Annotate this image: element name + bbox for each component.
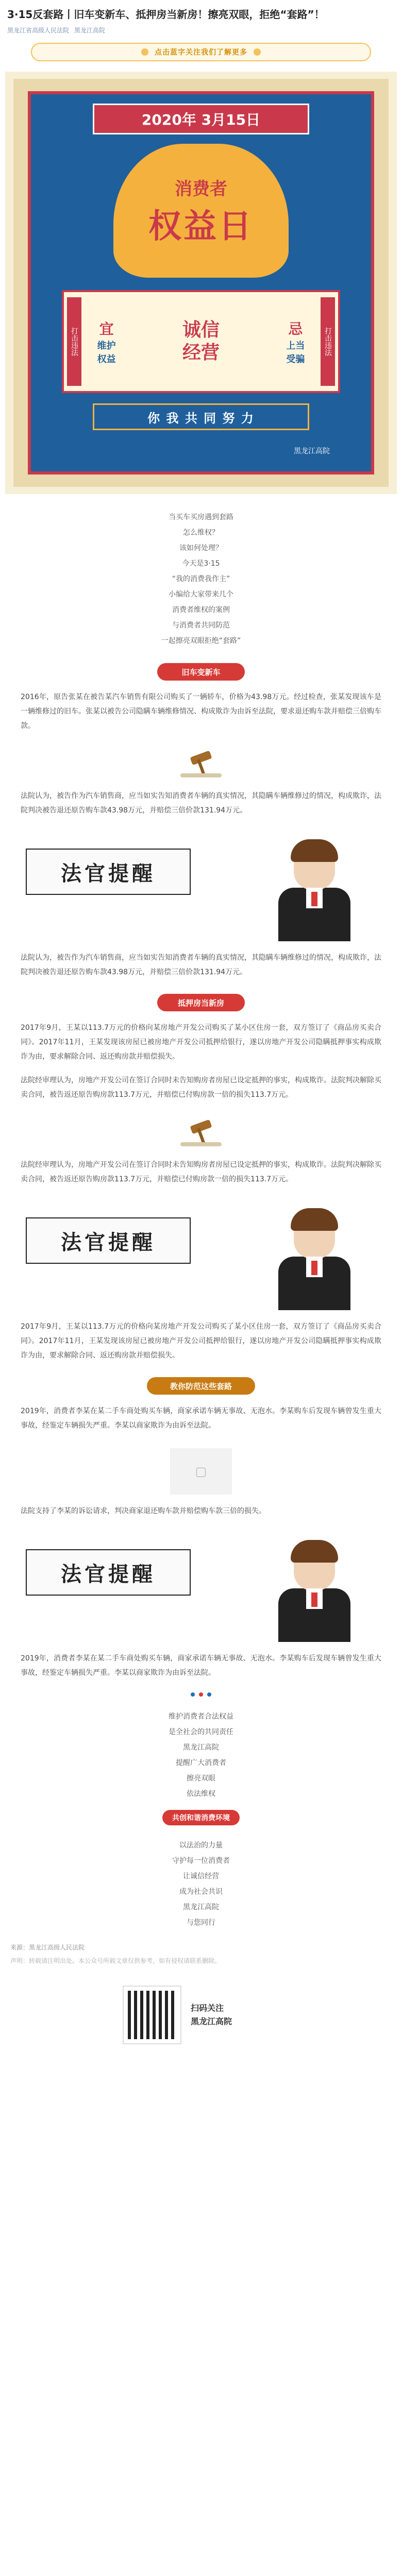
- poem-line: 小编给大家带来几个: [169, 590, 233, 599]
- poster-left-col: [97, 318, 116, 365]
- poster-frame: [13, 79, 389, 487]
- poem-line: 消费者维权的案例: [172, 606, 230, 614]
- section-1-para-1: 2016年，原告张某在被告某汽车销售有限公司购买了一辆轿车，价格为43.98万元。经过检查，张某发现该车是一辆维修过的旧车。张某以被告公司隐瞒车辆维修情况、构成欺诈为由诉至法院，要求退还购车款并赔偿三倍购车款。: [21, 693, 381, 730]
- closing-poem: [0, 1838, 402, 1930]
- dot-icon: [141, 48, 148, 56]
- source-link[interactable]: 黑龙江高院: [74, 27, 105, 34]
- judge-illustration-icon: [268, 1207, 361, 1310]
- poem-line: 一起擦亮双眼拒绝“套路”: [161, 637, 241, 645]
- reminder-2-text: 2017年9月，王某以113.7万元的价格向某房地产开发公司购买了某小区住房一套，双方签订了《商品房买卖合同》。2017年11月，王某发现该房屋已被房地产开发公司抵押给银行，遂以房地产开发公司隐瞒抵押事实构成欺诈为由，要求解除合同、返还购房款并赔偿损失。: [21, 1323, 381, 1360]
- dot-icon: [191, 1692, 195, 1697]
- poem-line: 成为社会共识: [179, 1888, 223, 1896]
- poem-line: 黑龙江高院: [183, 1903, 219, 1911]
- dot-icon: [199, 1692, 203, 1697]
- poem-line: 与消费者共同防范: [172, 621, 230, 630]
- gavel-icon: [170, 749, 232, 779]
- poster-right-small: 上当 受骗: [286, 341, 305, 365]
- section-heading-2: 抵押房当新房: [157, 994, 245, 1011]
- judge-reminder-3: [26, 1539, 376, 1642]
- image-placeholder-icon: ▢: [170, 1448, 232, 1495]
- poem-line: 今天是3·15: [182, 560, 220, 568]
- poster-left-small: 维护 权益: [97, 341, 116, 365]
- author-link[interactable]: 黑龙江省高级人民法院: [7, 27, 70, 34]
- intro-poem: [0, 510, 402, 649]
- qr-text-1: 扫码关注: [191, 2003, 224, 2013]
- reminder-plate: 法官提醒: [26, 1217, 191, 1264]
- section-3-para-1: 2019年，消费者李某在某二手车商处购买车辆，商家承诺车辆无事故、无泡水。李某购车后发现车辆曾发生重大事故，经鉴定车辆损失严重。李某以商家欺诈为由诉至法院。: [21, 1407, 381, 1430]
- section-2-para-1: 2017年9月，王某以113.7万元的价格向某房地产开发公司购买了某小区住房一套，双方签订了《商品房买卖合同》。2017年11月，王某发现该房屋已被房地产开发公司抵押给银行，遂以房地产开发公司隐瞒抵押事实构成欺诈为由，要求解除合同、返还购房款并赔偿损失。: [21, 1024, 381, 1061]
- poem-line: 依法维权: [187, 1790, 215, 1798]
- poem-line: 维护消费者合法权益: [169, 1713, 233, 1721]
- section-3-para-2: 法院支持了李某的诉讼请求，判决商家退还购车款并赔偿购车款三倍的损失。: [21, 1507, 266, 1515]
- poster-side-left: 打击违法: [67, 297, 81, 386]
- poster-title-top: 消费者: [175, 178, 227, 199]
- poster-ribbon: 你 我 共 同 努 力: [93, 403, 309, 430]
- poem-line: 是全社会的共同责任: [169, 1728, 233, 1736]
- article-header: [0, 0, 402, 39]
- poem-line: 以法治的力量: [179, 1841, 223, 1850]
- dot-icon: [207, 1692, 211, 1697]
- poem-line: 黑龙江高院: [183, 1743, 219, 1752]
- poster-right-col: [286, 318, 305, 365]
- article-title: 3·15反套路丨旧车变新车、抵押房当新房！擦亮双眼，拒绝“套路”！: [7, 8, 325, 21]
- section-2-para-2: 法院经审理认为，房地产开发公司在签订合同时未告知购房者房屋已设定抵押的事实，构成欺诈。法院判决解除买卖合同，被告返还原告购房款113.7万元，并赔偿已付购房款一倍的损失113.7万元。: [21, 1076, 381, 1099]
- poem-line: 当买车买房遇到套路: [169, 513, 233, 521]
- outro-pill: 共创和谐消费环境: [162, 1810, 240, 1825]
- judge-illustration-icon: [268, 1539, 361, 1642]
- poster-title-main: 权益日: [148, 207, 254, 246]
- poem-line: “我的消费我作主”: [172, 575, 230, 583]
- judge-reminder-1: [26, 838, 376, 941]
- section-2-para-3: 法院经审理认为，房地产开发公司在签订合同时未告知购房者房屋已设定抵押的事实，构成欺诈。法院判决解除买卖合同，被告返还原告购房款113.7万元，并赔偿已付购房款一倍的损失113.7万元。: [21, 1161, 381, 1183]
- poster-right-big: 忌: [288, 320, 303, 337]
- judge-reminder-2: [26, 1207, 376, 1310]
- section-1-para-2: 法院认为，被告作为汽车销售商，应当如实告知消费者车辆的真实情况，其隐瞒车辆维修过的情况，构成欺诈，法院判决被告退还原告购车款43.98万元，并赔偿三倍价款131.94万元。: [21, 792, 381, 815]
- judge-illustration-icon: [268, 838, 361, 941]
- disclaimer: 声明：转载请注明出处。本公众号所载文章仅供参考，如有侵权请联系删除。: [10, 1957, 221, 1964]
- dot-icon: [254, 48, 261, 56]
- reminder-plate: 法官提醒: [26, 849, 191, 895]
- poem-line: 守护每一位消费者: [172, 1857, 230, 1865]
- poster-side-right: 打击违法: [321, 297, 335, 386]
- reminder-plate: 法官提醒: [26, 1549, 191, 1596]
- reminder-1-text: 法院认为，被告作为汽车销售商，应当如实告知消费者车辆的真实情况，其隐瞒车辆维修过的情况，构成欺诈，法院判决被告退还原告购车款43.98万元，并赔偿三倍价款131.94万元。: [21, 954, 381, 976]
- poster-panel: [62, 290, 340, 393]
- follow-banner[interactable]: [31, 43, 371, 61]
- poster-title-badge: [113, 144, 289, 278]
- consumer-day-poster: [5, 72, 397, 494]
- qr-code-icon[interactable]: [124, 1987, 180, 2043]
- poster-left-big: 宜: [99, 320, 114, 337]
- follow-banner-text: 点击蓝字关注我们了解更多: [155, 48, 247, 57]
- qr-text-2: 黑龙江高院: [191, 2016, 232, 2026]
- poem-line: 与您同行: [187, 1919, 215, 1927]
- poster-inner: [28, 91, 374, 474]
- poem-line: 该如何处理？: [179, 544, 223, 552]
- article-meta: [7, 26, 395, 35]
- section-heading-1: 旧车变新车: [157, 663, 245, 681]
- outro-poem: [0, 1709, 402, 1802]
- poem-line: 擦亮双眼: [187, 1774, 215, 1783]
- qr-text-wrap: [191, 2002, 232, 2028]
- section-heading-3: 教你防范这些套路: [147, 1377, 255, 1395]
- qr-block: [124, 1981, 278, 2048]
- poster-seal: 黑龙江高院: [294, 447, 330, 455]
- poem-line: 让诚信经营: [183, 1872, 219, 1880]
- poem-line: 怎么维权？: [183, 529, 219, 537]
- gavel-icon: [170, 1117, 232, 1148]
- poem-line: 提醒广大消费者: [176, 1759, 226, 1767]
- reminder-3-text: 2019年，消费者李某在某二手车商处购买车辆，商家承诺车辆无事故、无泡水。李某购车后发现车辆曾发生重大事故，经鉴定车辆损失严重。李某以商家欺诈为由诉至法院。: [21, 1654, 381, 1677]
- pagination-dots: [0, 1692, 402, 1697]
- poster-date: 2020年 3月15日: [93, 104, 309, 134]
- poster-center: 诚信 经营: [182, 319, 220, 363]
- source-line: 来源：黑龙江高级人民法院: [10, 1944, 85, 1951]
